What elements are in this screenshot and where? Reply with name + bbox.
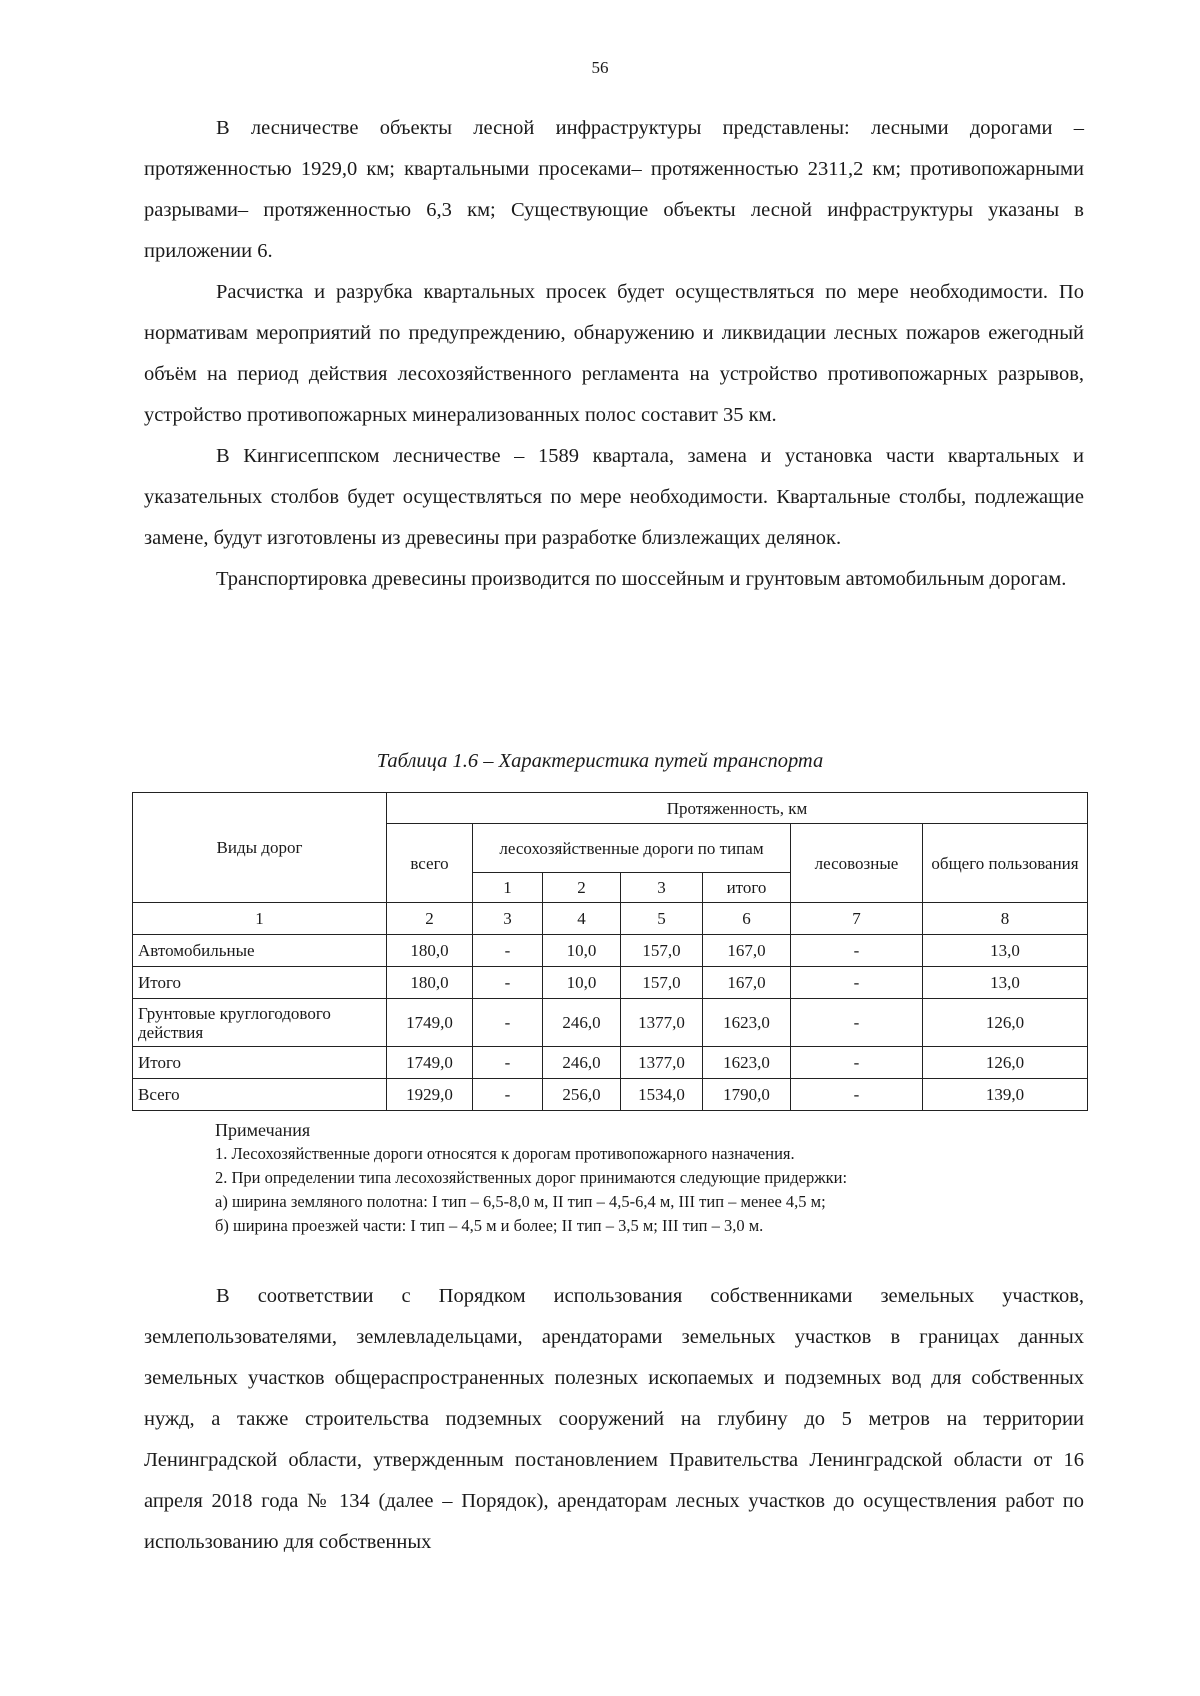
- header-length: Протяженность, км: [387, 793, 1088, 824]
- page-number: 56: [591, 58, 609, 77]
- closing-text: [144, 1276, 1084, 1563]
- table-cell: -: [473, 1047, 543, 1079]
- column-numbers-row: [133, 903, 1088, 935]
- transport-routes-table: [132, 792, 1088, 1111]
- table-cell: 256,0: [543, 1079, 621, 1111]
- notes-title: Примечания: [215, 1120, 311, 1140]
- row-label: Автомобильные: [133, 935, 387, 967]
- note-item: б) ширина проезжей части: I тип – 4,5 м и более; II тип – 3,5 м; III тип – 3,0 м.: [215, 1216, 764, 1235]
- column-number: 4: [543, 903, 621, 935]
- table-row: [133, 935, 1088, 967]
- table-row: [133, 999, 1088, 1047]
- note-item: 1. Лесохозяйственные дороги относятся к дорогам противопожарного назначения.: [215, 1144, 795, 1163]
- row-label: Итого: [133, 967, 387, 999]
- paragraph-procedure: В соответствии с Порядком использования собственниками земельных участков, землепользователями, землевладельцами, арендаторами земельных участков в границах данных земельных участков общераспространенных полезных ископаемых и подземных вод для собственных нужд, а также строительства подземных сооружений на глубину до 5 метров на территории Ленинградской области, утвержденным постановлением Правительства Ленинградской области от 16 апреля 2018 года № 134 (далее – Порядок), арендаторам лесных участков до осуществления работ по использованию для собственных: [144, 1285, 1084, 1553]
- table-cell: 10,0: [543, 967, 621, 999]
- table-cell: 126,0: [923, 999, 1088, 1047]
- table-cell: -: [473, 935, 543, 967]
- table-cell: 180,0: [387, 967, 473, 999]
- header-logging: лесовозные: [791, 824, 923, 903]
- table-cell: 1929,0: [387, 1079, 473, 1111]
- table-cell: -: [473, 967, 543, 999]
- header-road-types: Виды дорог: [133, 793, 387, 903]
- row-label: Всего: [133, 1079, 387, 1111]
- table-cell: -: [791, 1047, 923, 1079]
- table-cell: 126,0: [923, 1047, 1088, 1079]
- table-cell: 1377,0: [621, 999, 703, 1047]
- table-cell: 1749,0: [387, 999, 473, 1047]
- column-number: 7: [791, 903, 923, 935]
- header-type-1: 1: [473, 873, 543, 903]
- paragraph-quarter-posts: В Кингисеппском лесничестве – 1589 квартала, замена и установка части квартальных и указательных столбов будет осуществляться по мере необходимости. Квартальные столбы, подлежащие замене, будут изготовлены из древесины при разработке близлежащих делянок.: [144, 445, 1084, 549]
- header-type-2: 2: [543, 873, 621, 903]
- table-notes: [215, 1118, 1095, 1238]
- table-cell: 167,0: [703, 935, 791, 967]
- table-cell: 13,0: [923, 935, 1088, 967]
- column-number: 5: [621, 903, 703, 935]
- table-cell: 1623,0: [703, 999, 791, 1047]
- column-number: 6: [703, 903, 791, 935]
- table-cell: 167,0: [703, 967, 791, 999]
- table-cell: 13,0: [923, 967, 1088, 999]
- row-label: Итого: [133, 1047, 387, 1079]
- table-cell: 1534,0: [621, 1079, 703, 1111]
- table-row: [133, 967, 1088, 999]
- header-forest-roads: лесохозяйственные дороги по типам: [473, 824, 791, 873]
- column-number: 8: [923, 903, 1088, 935]
- paragraph-transport: Транспортировка древесины производится по шоссейным и грунтовым автомобильным дорогам.: [216, 568, 1067, 590]
- table-cell: 157,0: [621, 967, 703, 999]
- table-cell: -: [791, 967, 923, 999]
- table-cell: -: [473, 999, 543, 1047]
- table-cell: -: [791, 999, 923, 1047]
- column-number: 1: [133, 903, 387, 935]
- table-cell: 180,0: [387, 935, 473, 967]
- table-cell: -: [473, 1079, 543, 1111]
- column-number: 2: [387, 903, 473, 935]
- table-cell: 1623,0: [703, 1047, 791, 1079]
- intro-text: [144, 108, 1084, 600]
- header-subtotal: итого: [703, 873, 791, 903]
- table-cell: 246,0: [543, 999, 621, 1047]
- note-item: 2. При определении типа лесохозяйственных дорог принимаются следующие придержки:: [215, 1168, 848, 1187]
- table-cell: 246,0: [543, 1047, 621, 1079]
- table-cell: 1749,0: [387, 1047, 473, 1079]
- table-cell: 1790,0: [703, 1079, 791, 1111]
- table-cell: 1377,0: [621, 1047, 703, 1079]
- paragraph-infrastructure: В лесничестве объекты лесной инфраструктуры представлены: лесными дорогами – протяженностью 1929,0 км; квартальными просеками– протяженностью 2311,2 км; противопожарными разрывами– протяженностью 6,3 км; Существующие объекты лесной инфраструктуры указаны в приложении 6.: [144, 117, 1084, 262]
- note-item: а) ширина земляного полотна: I тип – 6,5-8,0 м, II тип – 4,5-6,4 м, III тип – менее 4,5 м;: [215, 1192, 826, 1211]
- header-total: всего: [387, 824, 473, 903]
- table-row: [133, 1047, 1088, 1079]
- table-cell: 139,0: [923, 1079, 1088, 1111]
- table-caption: Таблица 1.6 – Характеристика путей транспорта: [376, 750, 824, 772]
- paragraph-clearing: Расчистка и разрубка квартальных просек будет осуществляться по мере необходимости. По нормативам мероприятий по предупреждению, обнаружению и ликвидации лесных пожаров ежегодный объём на период действия лесохозяйственного регламента на устройство противопожарных разрывов, устройство противопожарных минерализованных полос составит 35 км.: [144, 281, 1084, 426]
- column-number: 3: [473, 903, 543, 935]
- table-cell: 10,0: [543, 935, 621, 967]
- header-type-3: 3: [621, 873, 703, 903]
- table-cell: -: [791, 935, 923, 967]
- table-row: [133, 1079, 1088, 1111]
- table-cell: 157,0: [621, 935, 703, 967]
- header-public: общего пользования: [923, 824, 1088, 903]
- table-cell: -: [791, 1079, 923, 1111]
- row-label: Грунтовые круглогодового действия: [133, 999, 387, 1047]
